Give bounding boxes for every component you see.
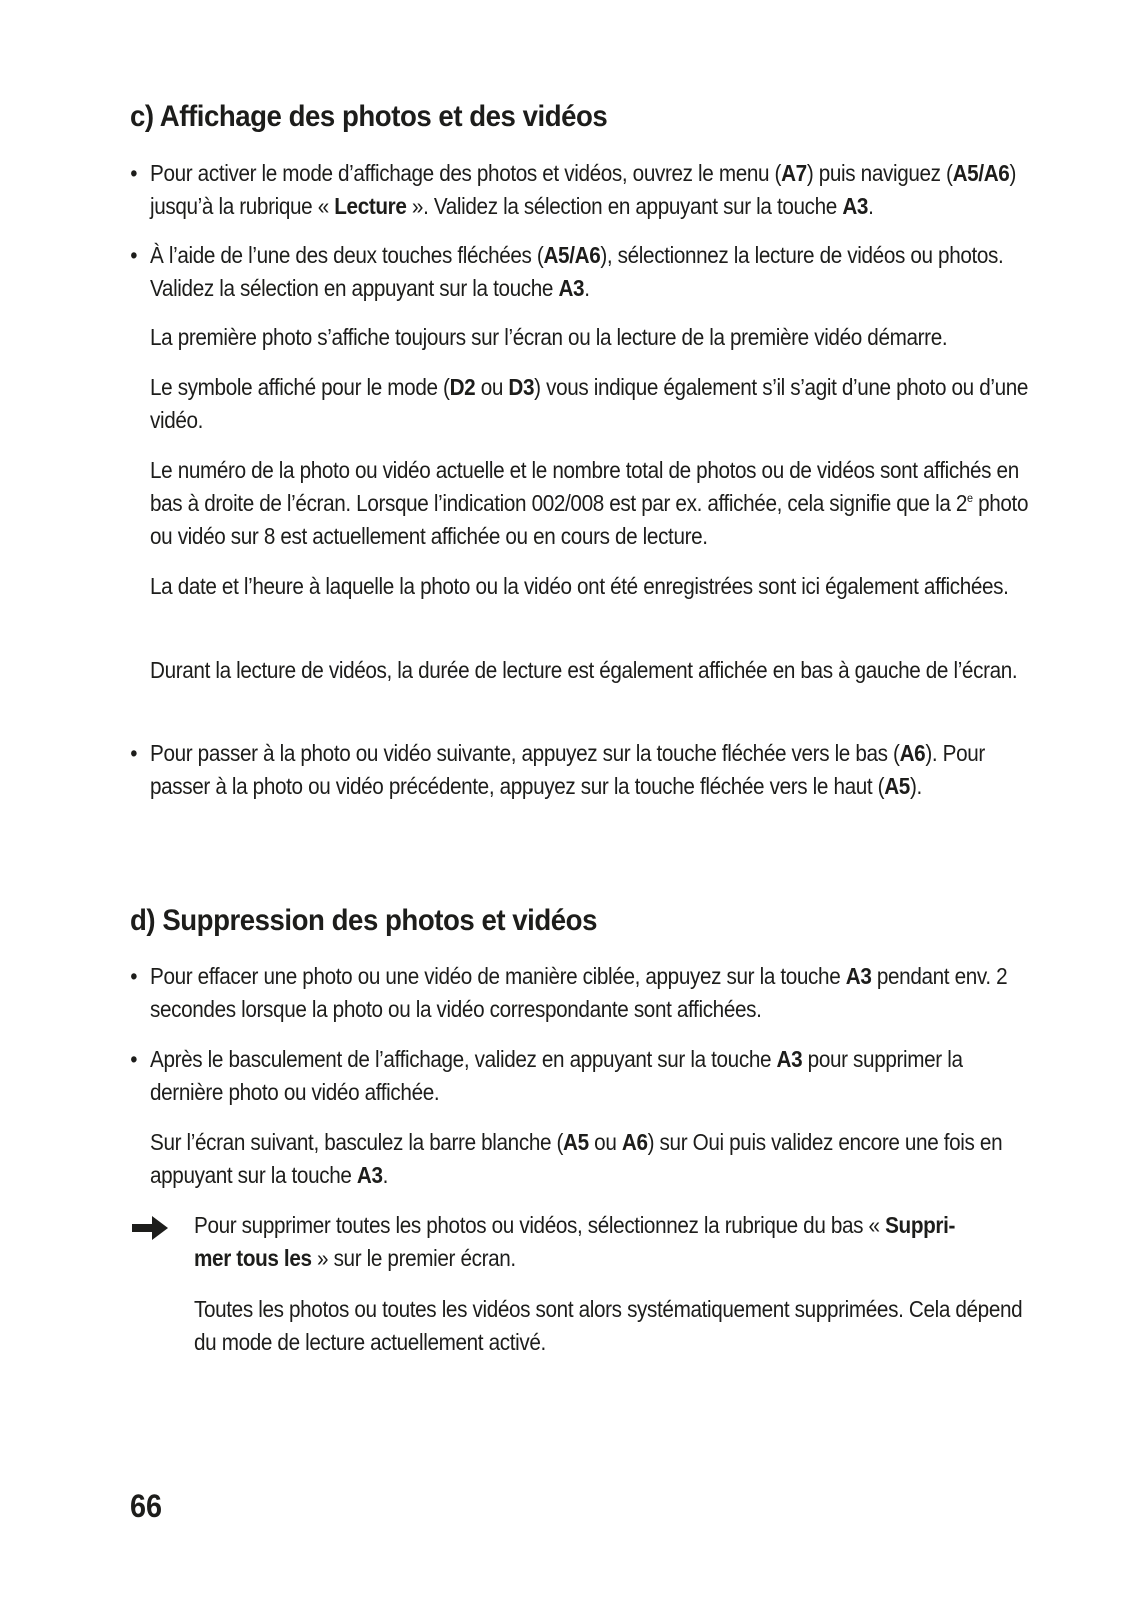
section-d-paragraph-3: Sur l’écran suivant, basculez la barre blanche (A5 ou A6) sur Oui puis validez encore une fois en appuyant sur la touche A3. [150, 1129, 1003, 1188]
section-c-paragraph-6: La date et l’heure à laquelle la photo ou la vidéo ont été enregistrées sont ici également affichées. [150, 573, 1009, 599]
section-c-paragraph-5: Le numéro de la photo ou vidéo actuelle et le nombre total de photos ou de vidéos sont affichés en bas à droite de l’écran. Lorsque l’indication 002/008 est par ex. affichée, cela signifie que la 2e photo ou vidéo sur 8 est actuellement affichée ou en cours de lecture. [150, 457, 1029, 549]
section-c-paragraph-4: Le symbole affiché pour le mode (D2 ou D3) vous indique également s’il s’agit d’une photo ou d’une vidéo. [150, 374, 1029, 433]
section-c-title: c) Affichage des photos et des vidéos [130, 100, 608, 133]
section-c-paragraph-7: Durant la lecture de vidéos, la durée de lecture est également affichée en bas à gauche de l’écran. [150, 657, 1018, 683]
section-d-title: d) Suppression des photos et vidéos [130, 904, 597, 937]
arrow-right-icon [130, 1213, 170, 1243]
note-paragraph-1: Pour supprimer toutes les photos ou vidéos, sélectionnez la rubrique du bas « Suppri- mer tous les » sur le premier écran. [194, 1212, 956, 1271]
section-c-paragraph-8: • Pour passer à la photo ou vidéo suivante, appuyez sur la touche fléchée vers le bas (A6). Pour passer à la photo ou vidéo précédente, appuyez sur la touche fléchée vers le haut (A5). [150, 737, 1041, 803]
section-d-paragraph-2: • Après le basculement de l’affichage, validez en appuyant sur la touche A3 pour supprimer la dernière photo ou vidéo affichée. [150, 1043, 1041, 1109]
section-c-paragraph-2: • À l’aide de l’une des deux touches fléchées (A5/A6), sélectionnez la lecture de vidéos ou photos. Validez la sélection en appuyant sur la touche A3. [150, 239, 1041, 305]
section-c-paragraph-1: • Pour activer le mode d’affichage des photos et vidéos, ouvrez le menu (A7) puis naviguez (A5/A6) jusqu’à la rubrique « Lecture ». Validez la sélection en appuyant sur la touche A3. [150, 157, 1041, 223]
page-number: 66 [130, 1488, 163, 1524]
section-d-paragraph-1: • Pour effacer une photo ou une vidéo de manière ciblée, appuyez sur la touche A3 pendant env. 2 secondes lorsque la photo ou la vidéo correspondante sont affichées. [150, 960, 1041, 1026]
note-paragraph-2: Toutes les photos ou toutes les vidéos sont alors systématiquement supprimées. Cela dépend du mode de lecture actuellement activé. [194, 1296, 1023, 1355]
section-c-paragraph-3: La première photo s’affiche toujours sur l’écran ou la lecture de la première vidéo démarre. [150, 324, 948, 350]
